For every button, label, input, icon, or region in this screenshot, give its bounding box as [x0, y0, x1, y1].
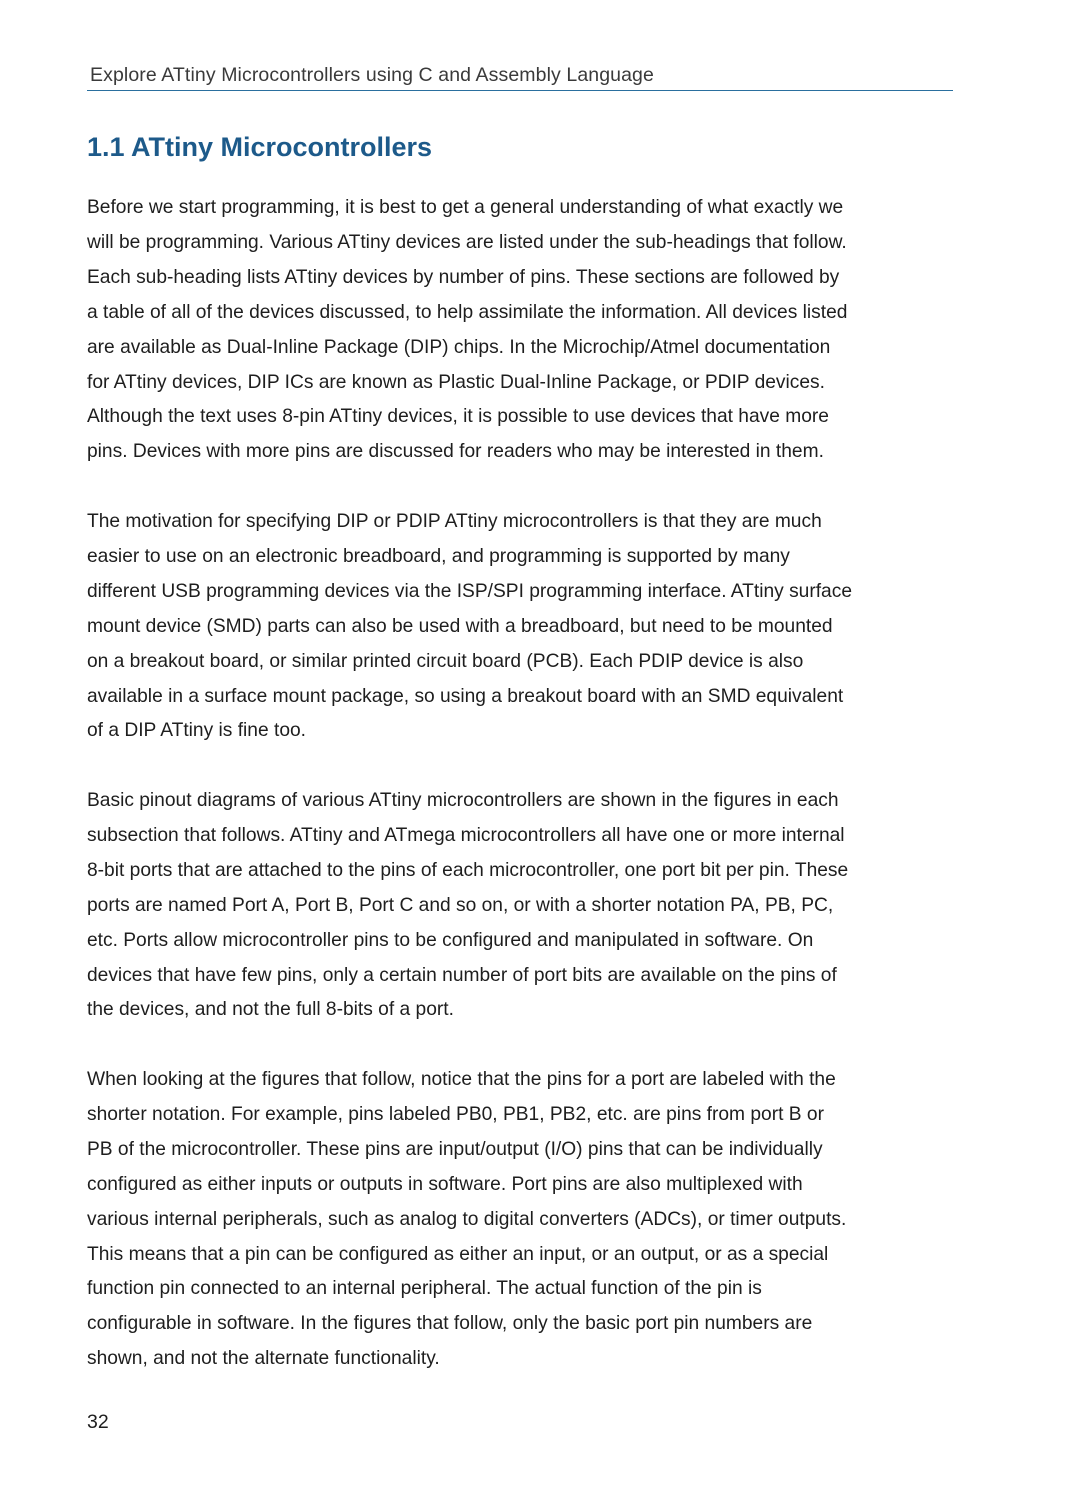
paragraph-line: Each sub-heading lists ATtiny devices by number of pins. These sections are followed by — [87, 266, 840, 288]
paragraph-line: This means that a pin can be configured as either an input, or an output, or as a special — [87, 1243, 829, 1265]
paragraph-line: configurable in software. In the figures that follow, only the basic port pin numbers are — [87, 1313, 813, 1335]
paragraph-line: devices that have few pins, only a certain number of port bits are available on the pins of — [87, 964, 837, 986]
paragraph-line: ports are named Port A, Port B, Port C and so on, or with a shorter notation PA, PB, PC, — [87, 894, 834, 916]
running-header-title: Explore ATtiny Microcontrollers using C and Assembly Language — [90, 64, 654, 86]
paragraph-line: on a breakout board, or similar printed circuit board (PCB). Each PDIP device is also — [87, 650, 804, 672]
paragraph-2 — [87, 505, 967, 749]
paragraph-line: mount device (SMD) parts can also be used with a breadboard, but need to be mounted — [87, 615, 833, 637]
paragraph-line: Although the text uses 8-pin ATtiny devices, it is possible to use devices that have more — [87, 406, 829, 428]
paragraph-line: for ATtiny devices, DIP ICs are known as Plastic Dual-Inline Package, or PDIP devices. — [87, 371, 825, 393]
paragraph-line: Before we start programming, it is best to get a general understanding of what exactly we — [87, 197, 844, 218]
paragraph-line: different USB programming devices via the ISP/SPI programming interface. ATtiny surface — [87, 580, 852, 602]
paragraph-line: available in a surface mount package, so using a breakout board with an SMD equivalent — [87, 685, 844, 707]
paragraph-line: will be programming. Various ATtiny devices are listed under the sub-headings that follow. — [87, 231, 847, 253]
paragraph-line: easier to use on an electronic breadboard, and programming is supported by many — [87, 545, 790, 567]
paragraph-line: various internal peripherals, such as analog to digital converters (ADCs), or timer outputs. — [87, 1208, 847, 1230]
paragraph-line: PB of the microcontroller. These pins are input/output (I/O) pins that can be individually — [87, 1138, 823, 1160]
paragraph-line: 8-bit ports that are attached to the pins of each microcontroller, one port bit per pin. These — [87, 859, 849, 881]
paragraph-line: of a DIP ATtiny is fine too. — [87, 720, 306, 742]
paragraph-line: The motivation for specifying DIP or PDIP ATtiny microcontrollers is that they are much — [87, 511, 822, 532]
paragraph-line: shorter notation. For example, pins labeled PB0, PB1, PB2, etc. are pins from port B or — [87, 1103, 824, 1125]
paragraph-line: pins. Devices with more pins are discussed for readers who may be interested in them. — [87, 441, 824, 463]
paragraph-4 — [87, 1063, 967, 1377]
paragraph-line: subsection that follows. ATtiny and ATmega microcontrollers all have one or more internal — [87, 824, 845, 846]
page-number: 32 — [87, 1411, 109, 1433]
paragraph-line: When looking at the figures that follow, notice that the pins for a port are labeled with the — [87, 1069, 836, 1090]
paragraph-line: are available as Dual-Inline Package (DIP) chips. In the Microchip/Atmel documentation — [87, 336, 831, 358]
section-heading: 1.1 ATtiny Microcontrollers — [87, 132, 433, 162]
paragraph-line: shown, and not the alternate functionality. — [87, 1348, 440, 1370]
running-header — [87, 62, 953, 91]
paragraph-line: function pin connected to an internal peripheral. The actual function of the pin is — [87, 1278, 762, 1300]
paragraph-line: a table of all of the devices discussed, to help assimilate the information. All devices listed — [87, 301, 848, 323]
paragraph-line: configured as either inputs or outputs in software. Port pins are also multiplexed with — [87, 1173, 803, 1195]
paragraph-line: the devices, and not the full 8-bits of a port. — [87, 999, 454, 1021]
paragraph-line: etc. Ports allow microcontroller pins to be configured and manipulated in software. On — [87, 929, 814, 951]
paragraph-line: Basic pinout diagrams of various ATtiny microcontrollers are shown in the figures in each — [87, 790, 839, 811]
paragraph-3 — [87, 784, 967, 1028]
paragraph-1 — [87, 191, 967, 470]
